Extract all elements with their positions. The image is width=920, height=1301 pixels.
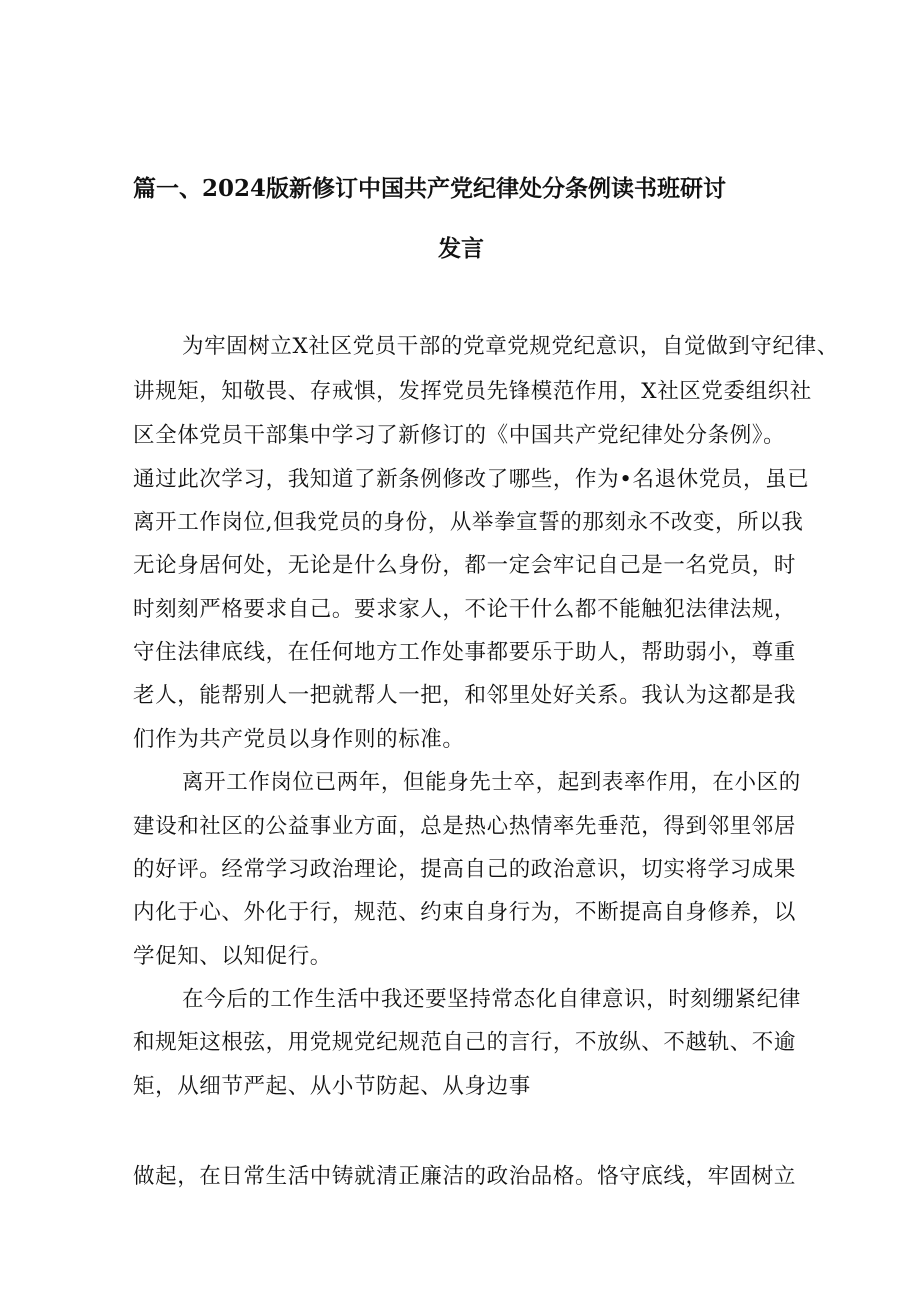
text-line: 无论身居何处，无论是什么身份，都一定会牢记自己是一名党员，时 <box>133 553 797 578</box>
text-line: 内化于心、外化于行，规范、约束自身行为，不断提高自身修养，以 <box>133 900 797 925</box>
text-line: 区全体党员干部集中学习了新修订的《中国共产党纪律处分条例》。 <box>133 423 786 448</box>
document-title-continued: 发言 <box>438 235 484 262</box>
text-line: 时刻刻严格要求自己。要求家人，不论干什么都不能触犯法律法规， <box>133 597 797 622</box>
text-line: 为牢固树立X社区党员干部的党章党规党纪意识，自觉做到守纪律、 <box>182 334 839 359</box>
text-line: 和规矩这根弦，用党规党纪规范自己的言行，不放纵、不越轨、不逾 <box>133 1030 797 1055</box>
text-line: 离开工作岗位,但我党员的身份，从举拳宣誓的那刻永不改变，所以我 <box>133 510 804 535</box>
text-line: 们作为共产党员以身作则的标准。 <box>133 727 465 752</box>
document-title: 篇一、2024版新修订中国共产党纪律处分条例读书班研讨 <box>133 175 727 202</box>
text-line: 做起，在日常生活中铸就清正廉洁的政治品格。恪守底线，牢固树立 <box>133 1164 797 1189</box>
text-line: 建设和社区的公益事业方面，总是热心热情率先垂范，得到邻里邻居 <box>133 814 797 839</box>
text-line: 讲规矩，知敬畏、存戒惧，发挥党员先锋模范作用，X社区党委组织社 <box>133 379 812 404</box>
text-line: 在今后的工作生活中我还要坚持常态化自律意识，时刻绷紧纪律 <box>182 987 801 1012</box>
text-line: 离开工作岗位已两年，但能身先士卒，起到表率作用，在小区的 <box>182 770 801 795</box>
text-line: 老人，能帮别人一把就帮人一把，和邻里处好关系。我认为这都是我 <box>133 683 797 708</box>
text-line: 守住法律底线，在任何地方工作处事都要乐于助人，帮助弱小，尊重 <box>133 640 797 665</box>
text-line: 的好评。经常学习政治理论，提高自己的政治意识，切实将学习成果 <box>133 857 797 882</box>
text-line: 通过此次学习，我知道了新条例修改了哪些，作为•名退休党员，虽已 <box>133 467 810 492</box>
text-line: 学促知、以知促行。 <box>133 944 332 969</box>
text-line: 矩，从细节严起、从小节防起、从身边事 <box>133 1074 531 1099</box>
